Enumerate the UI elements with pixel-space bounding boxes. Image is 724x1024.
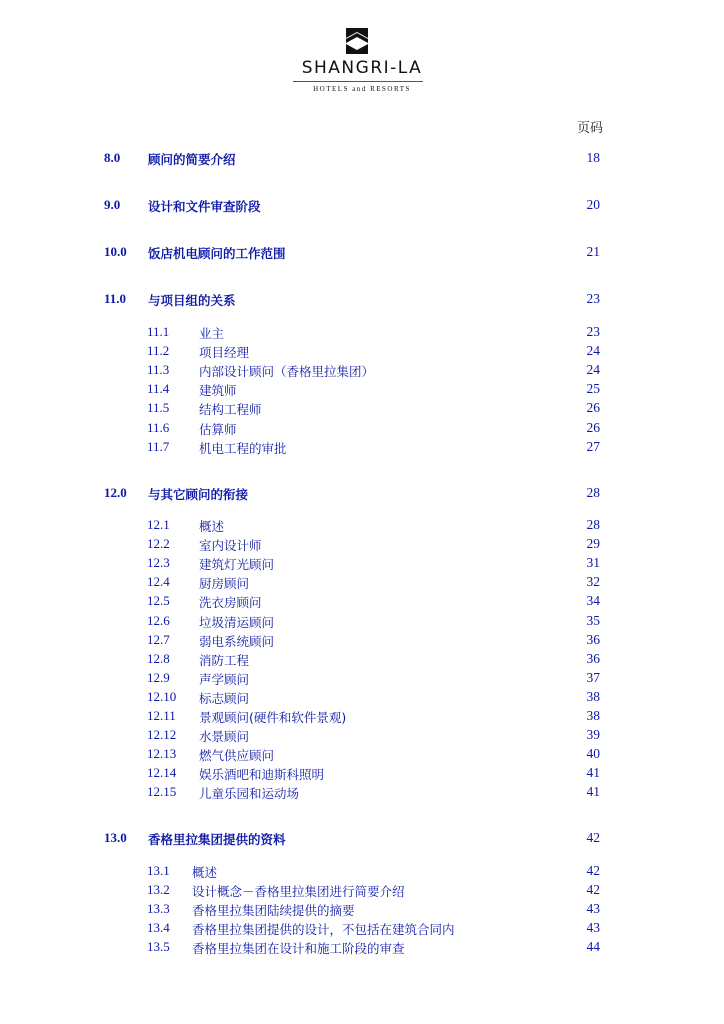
toc-number: 11.4 (147, 381, 170, 396)
toc-number: 9.0 (104, 197, 121, 212)
toc-title: 娱乐酒吧和迪斯科照明 (199, 767, 325, 782)
toc-page-number: 24 (586, 362, 600, 377)
toc-subsection-row[interactable] (0, 439, 724, 457)
toc-title: 建筑灯光顾问 (199, 557, 275, 572)
toc-section-row[interactable] (0, 244, 724, 262)
toc-title: 与其它顾问的衔接 (148, 487, 249, 502)
toc-page-number: 28 (586, 485, 600, 500)
toc-number: 12.8 (147, 651, 170, 666)
toc-page-number: 25 (586, 381, 600, 396)
toc-title: 垃圾清运顾问 (199, 615, 275, 630)
toc-page-number: 23 (586, 324, 600, 339)
toc-title: 香格里拉集团提供的资料 (148, 832, 286, 847)
toc-number: 11.2 (147, 343, 170, 358)
toc-subsection-row[interactable] (0, 651, 724, 669)
toc-page-number: 43 (586, 901, 600, 916)
toc-title: 内部设计顾问（香格里拉集团） (199, 364, 375, 379)
toc-subsection-row[interactable] (0, 882, 724, 900)
toc-title: 估算师 (199, 422, 237, 437)
toc-subsection-row[interactable] (0, 746, 724, 764)
toc-number: 12.2 (147, 536, 170, 551)
toc-subsection-row[interactable] (0, 343, 724, 361)
toc-title: 声学顾问 (199, 672, 250, 687)
toc-subsection-row[interactable] (0, 689, 724, 707)
toc-number: 11.0 (104, 291, 127, 306)
toc-section-row[interactable] (0, 291, 724, 309)
toc-page-number: 40 (586, 746, 600, 761)
toc-title: 洗衣房顾问 (199, 595, 262, 610)
toc-number: 11.6 (147, 420, 170, 435)
toc-number: 13.1 (147, 863, 170, 878)
toc-number: 13.2 (147, 882, 170, 897)
toc-number: 12.12 (147, 727, 177, 742)
toc-subsection-row[interactable] (0, 863, 724, 881)
toc-page-number: 24 (586, 343, 600, 358)
toc-title: 水景顾问 (199, 729, 250, 744)
toc-title: 顾问的简要介绍 (148, 152, 236, 167)
shangri-la-emblem-icon (345, 28, 369, 54)
toc-subsection-row[interactable] (0, 517, 724, 535)
toc-number: 11.3 (147, 362, 170, 377)
toc-section-row[interactable] (0, 150, 724, 168)
toc-title: 业主 (199, 326, 225, 341)
toc-title: 香格里拉集团提供的设计，不包括在建筑合同内 (192, 922, 455, 937)
toc-number: 12.11 (147, 708, 176, 723)
toc-title: 设计概念－香格里拉集团进行简要介绍 (192, 884, 405, 899)
toc-subsection-row[interactable] (0, 536, 724, 554)
toc-number: 13.3 (147, 901, 170, 916)
toc-page-number: 39 (586, 727, 600, 742)
toc-subsection-row[interactable] (0, 939, 724, 957)
toc-title: 机电工程的审批 (199, 441, 287, 456)
logo-subtitle: HOTELS and RESORTS (313, 85, 411, 93)
toc-subsection-row[interactable] (0, 613, 724, 631)
toc-subsection-row[interactable] (0, 574, 724, 592)
toc-page-number: 42 (586, 882, 600, 897)
toc-number: 8.0 (104, 150, 121, 165)
toc-number: 12.3 (147, 555, 170, 570)
toc-title: 厨房顾问 (199, 576, 250, 591)
logo-divider (293, 81, 423, 82)
toc-number: 11.1 (147, 324, 170, 339)
toc-page-number: 44 (586, 939, 600, 954)
toc-number: 12.14 (147, 765, 177, 780)
toc-title: 室内设计师 (199, 538, 262, 553)
toc-title: 燃气供应顾问 (199, 748, 275, 763)
toc-subsection-row[interactable] (0, 362, 724, 380)
toc-title: 设计和文件审查阶段 (148, 199, 261, 214)
toc-page-number: 42 (586, 863, 600, 878)
toc-title: 标志顾问 (199, 691, 250, 706)
toc-title: 香格里拉集团陆续提供的摘要 (192, 903, 355, 918)
toc-subsection-row[interactable] (0, 727, 724, 745)
toc-title: 概述 (199, 519, 225, 534)
toc-title: 概述 (192, 865, 218, 880)
toc-title: 香格里拉集团在设计和施工阶段的审查 (192, 941, 405, 956)
toc-number: 10.0 (104, 244, 127, 259)
toc-page-number: 27 (586, 439, 600, 454)
toc-title: 饭店机电顾问的工作范围 (148, 246, 286, 261)
toc-number: 12.9 (147, 670, 170, 685)
toc-number: 12.1 (147, 517, 170, 532)
toc-subsection-row[interactable] (0, 765, 724, 783)
toc-number: 12.5 (147, 593, 170, 608)
toc-page-number: 21 (586, 244, 600, 259)
toc-page-number: 34 (586, 593, 600, 608)
toc-section-row[interactable] (0, 197, 724, 215)
toc-page-number: 23 (586, 291, 600, 306)
toc-section-row[interactable] (0, 485, 724, 503)
toc-section-row[interactable] (0, 830, 724, 848)
toc-number: 12.15 (147, 784, 177, 799)
toc-title: 与项目组的关系 (148, 293, 236, 308)
page-column-header: 页码 (577, 120, 604, 135)
toc-number: 13.5 (147, 939, 170, 954)
toc-title: 消防工程 (199, 653, 250, 668)
toc-page-number: 35 (586, 613, 600, 628)
toc-subsection-row[interactable] (0, 784, 724, 802)
toc-title: 景观顾问(硬件和软件景观) (199, 710, 347, 725)
toc-title: 弱电系统顾问 (199, 634, 275, 649)
toc-number: 13.0 (104, 830, 127, 845)
toc-subsection-row[interactable] (0, 555, 724, 573)
toc-page-number: 29 (586, 536, 600, 551)
toc-subsection-row[interactable] (0, 324, 724, 342)
toc-number: 12.7 (147, 632, 170, 647)
toc-number: 13.4 (147, 920, 170, 935)
toc-subsection-row[interactable] (0, 632, 724, 650)
toc-number: 11.5 (147, 400, 170, 415)
toc-page-number: 41 (586, 765, 600, 780)
toc-number: 12.0 (104, 485, 127, 500)
toc-page-number: 28 (586, 517, 600, 532)
toc-page-number: 26 (586, 400, 600, 415)
toc-title: 建筑师 (199, 383, 237, 398)
toc-subsection-row[interactable] (0, 593, 724, 611)
toc-page-number: 32 (586, 574, 600, 589)
toc-subsection-row[interactable] (0, 420, 724, 438)
toc-subsection-row[interactable] (0, 381, 724, 399)
toc-page-number: 38 (586, 708, 600, 723)
toc-title: 项目经理 (199, 345, 250, 360)
toc-page-number: 37 (586, 670, 600, 685)
toc-page-number: 20 (586, 197, 600, 212)
toc-number: 12.6 (147, 613, 170, 628)
toc-number: 11.7 (147, 439, 170, 454)
toc-page-number: 26 (586, 420, 600, 435)
toc-subsection-row[interactable] (0, 400, 724, 418)
toc-subsection-row[interactable] (0, 901, 724, 919)
toc-title: 结构工程师 (199, 402, 262, 417)
toc-page-number: 42 (586, 830, 600, 845)
toc-subsection-row[interactable] (0, 708, 724, 726)
toc-page-number: 41 (586, 784, 600, 799)
toc-number: 12.4 (147, 574, 170, 589)
toc-subsection-row[interactable] (0, 670, 724, 688)
toc-number: 12.10 (147, 689, 177, 704)
toc-page-number: 36 (586, 651, 600, 666)
toc-page-number: 36 (586, 632, 600, 647)
toc-page-number: 18 (586, 150, 600, 165)
toc-page-number: 43 (586, 920, 600, 935)
toc-subsection-row[interactable] (0, 920, 724, 938)
toc-page-number: 31 (586, 555, 600, 570)
toc-page-number: 38 (586, 689, 600, 704)
toc-number: 12.13 (147, 746, 177, 761)
logo-wordmark: SHANGRI-LA (301, 58, 423, 78)
toc-title: 儿童乐园和运动场 (199, 786, 300, 801)
logo (0, 0, 724, 100)
